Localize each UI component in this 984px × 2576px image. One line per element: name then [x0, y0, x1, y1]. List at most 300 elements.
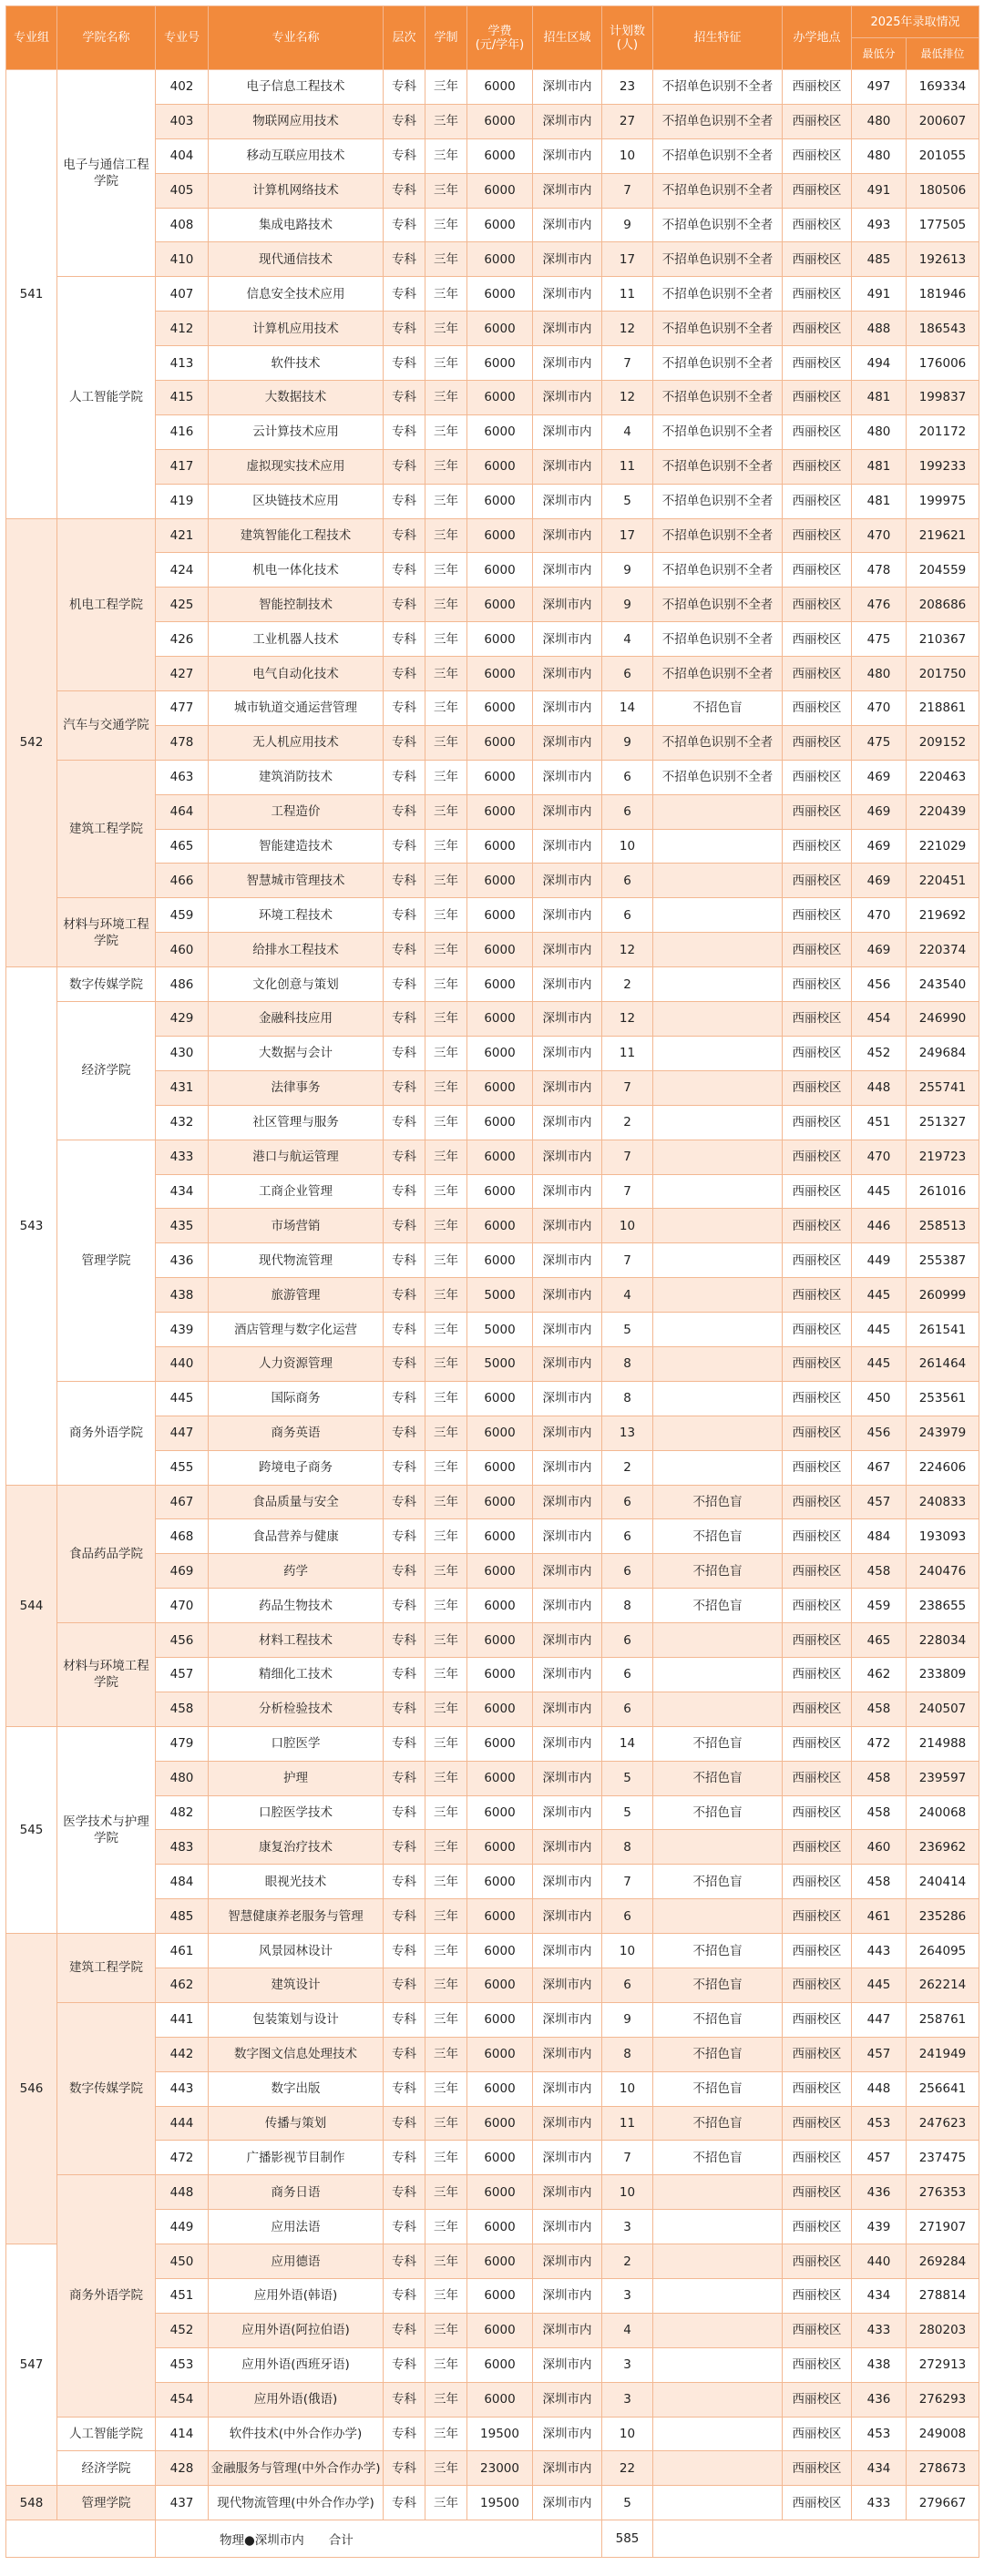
tuition-fee-cell: 6000 [467, 2071, 533, 2106]
plan-count-cell: 10 [602, 1209, 653, 1243]
college-name-cell: 数字传媒学院 [57, 967, 156, 1002]
admission-feature-cell [653, 2279, 783, 2314]
min-rank-cell: 235286 [907, 1899, 979, 1934]
region-cell: 深圳市内 [533, 588, 602, 622]
min-rank-cell: 258761 [907, 2002, 979, 2037]
min-rank-cell: 237475 [907, 2141, 979, 2175]
major-code-cell: 482 [156, 1795, 209, 1830]
college-name-cell: 数字传媒学院 [57, 2002, 156, 2174]
tuition-fee-cell: 6000 [467, 760, 533, 794]
campus-cell: 西丽校区 [783, 2071, 852, 2106]
campus-cell: 西丽校区 [783, 1070, 852, 1105]
tuition-fee-cell: 6000 [467, 1070, 533, 1105]
min-score-cell: 456 [852, 967, 907, 1002]
college-name-cell: 电子与通信工程学院 [57, 70, 156, 277]
region-cell: 深圳市内 [533, 1623, 602, 1658]
major-code-cell: 478 [156, 725, 209, 760]
plan-count-cell: 5 [602, 1761, 653, 1795]
major-name-cell: 工商企业管理 [209, 1174, 384, 1209]
admission-feature-cell [653, 1243, 783, 1278]
level-cell: 专科 [384, 70, 425, 105]
region-cell: 深圳市内 [533, 1243, 602, 1278]
plan-count-cell: 7 [602, 1865, 653, 1899]
admission-feature-cell [653, 1313, 783, 1347]
tuition-fee-cell: 6000 [467, 553, 533, 588]
major-code-cell: 421 [156, 518, 209, 553]
admission-feature-cell [653, 1140, 783, 1174]
region-cell: 深圳市内 [533, 553, 602, 588]
major-name-cell: 现代物流管理(中外合作办学) [209, 2486, 384, 2520]
campus-cell: 西丽校区 [783, 242, 852, 277]
years-cell: 三年 [425, 1519, 467, 1554]
min-rank-cell: 218861 [907, 691, 979, 726]
tuition-fee-cell: 6000 [467, 657, 533, 691]
years-cell: 三年 [425, 2313, 467, 2347]
min-score-cell: 470 [852, 898, 907, 933]
min-score-cell: 445 [852, 1968, 907, 2002]
tuition-fee-cell: 6000 [467, 2244, 533, 2279]
admission-feature-cell: 不招单色识别不全者 [653, 381, 783, 415]
college-name-cell: 建筑工程学院 [57, 760, 156, 898]
years-cell: 三年 [425, 1692, 467, 1726]
table-row [6, 760, 979, 794]
table-row [6, 1623, 979, 1658]
admission-feature-cell: 不招单色识别不全者 [653, 104, 783, 138]
admission-feature-cell [653, 1036, 783, 1070]
plan-count-cell: 6 [602, 1692, 653, 1726]
level-cell: 专科 [384, 553, 425, 588]
admission-feature-cell: 不招色盲 [653, 1795, 783, 1830]
years-cell: 三年 [425, 1657, 467, 1692]
min-score-cell: 439 [852, 2210, 907, 2244]
major-code-cell: 465 [156, 829, 209, 864]
level-cell: 专科 [384, 2417, 425, 2451]
min-score-cell: 481 [852, 484, 907, 518]
header-region: 招生区域 [533, 6, 602, 70]
min-score-cell: 470 [852, 518, 907, 553]
years-cell: 三年 [425, 622, 467, 657]
region-cell: 深圳市内 [533, 1346, 602, 1381]
campus-cell: 西丽校区 [783, 1313, 852, 1347]
major-code-cell: 485 [156, 1899, 209, 1934]
years-cell: 三年 [425, 1209, 467, 1243]
major-code-cell: 413 [156, 346, 209, 381]
tuition-fee-cell: 6000 [467, 1381, 533, 1416]
years-cell: 三年 [425, 898, 467, 933]
min-rank-cell: 200607 [907, 104, 979, 138]
min-rank-cell: 280203 [907, 2313, 979, 2347]
years-cell: 三年 [425, 1968, 467, 2002]
major-name-cell: 国际商务 [209, 1381, 384, 1416]
college-name-cell: 经济学院 [57, 1002, 156, 1140]
plan-count-cell: 8 [602, 1346, 653, 1381]
major-code-cell: 464 [156, 794, 209, 829]
level-cell: 专科 [384, 449, 425, 484]
min-rank-cell: 243979 [907, 1416, 979, 1450]
admission-feature-cell [653, 967, 783, 1002]
campus-cell: 西丽校区 [783, 2244, 852, 2279]
plan-count-cell: 8 [602, 1589, 653, 1623]
tuition-fee-cell: 6000 [467, 173, 533, 208]
min-rank-cell: 279667 [907, 2486, 979, 2520]
tuition-fee-cell: 6000 [467, 484, 533, 518]
region-cell: 深圳市内 [533, 760, 602, 794]
campus-cell: 西丽校区 [783, 1450, 852, 1485]
admission-feature-cell: 不招色盲 [653, 1968, 783, 2002]
plan-count-cell: 11 [602, 277, 653, 312]
major-code-cell: 437 [156, 2486, 209, 2520]
plan-count-cell: 7 [602, 2141, 653, 2175]
min-rank-cell: 199233 [907, 449, 979, 484]
major-name-cell: 虚拟现实技术应用 [209, 449, 384, 484]
admission-feature-cell: 不招色盲 [653, 2106, 783, 2141]
region-cell: 深圳市内 [533, 1416, 602, 1450]
college-name-cell: 材料与环境工程学院 [57, 898, 156, 967]
min-score-cell: 469 [852, 933, 907, 967]
admission-feature-cell [653, 829, 783, 864]
min-score-cell: 436 [852, 2382, 907, 2417]
level-cell: 专科 [384, 2486, 425, 2520]
level-cell: 专科 [384, 2382, 425, 2417]
region-cell: 深圳市内 [533, 794, 602, 829]
min-rank-cell: 260999 [907, 1278, 979, 1313]
major-code-cell: 404 [156, 138, 209, 173]
years-cell: 三年 [425, 1934, 467, 1968]
college-name-cell: 材料与环境工程学院 [57, 1623, 156, 1727]
admission-feature-cell: 不招单色识别不全者 [653, 70, 783, 105]
major-name-cell: 药学 [209, 1554, 384, 1589]
region-cell: 深圳市内 [533, 2175, 602, 2210]
min-rank-cell: 199837 [907, 381, 979, 415]
plan-count-cell: 6 [602, 864, 653, 898]
min-score-cell: 458 [852, 1554, 907, 1589]
admission-feature-cell [653, 1381, 783, 1416]
college-name-cell: 食品药品学院 [57, 1485, 156, 1623]
years-cell: 三年 [425, 1589, 467, 1623]
min-score-cell: 480 [852, 657, 907, 691]
major-name-cell: 金融服务与管理(中外合作办学) [209, 2451, 384, 2486]
min-rank-cell: 201055 [907, 138, 979, 173]
years-cell: 三年 [425, 657, 467, 691]
major-code-cell: 452 [156, 2313, 209, 2347]
years-cell: 三年 [425, 2347, 467, 2382]
campus-cell: 西丽校区 [783, 2313, 852, 2347]
major-code-cell: 430 [156, 1036, 209, 1070]
min-rank-cell: 243540 [907, 967, 979, 1002]
admission-feature-cell: 不招色盲 [653, 1934, 783, 1968]
years-cell: 三年 [425, 760, 467, 794]
level-cell: 专科 [384, 484, 425, 518]
region-cell: 深圳市内 [533, 277, 602, 312]
min-score-cell: 469 [852, 760, 907, 794]
tuition-fee-cell: 6000 [467, 1761, 533, 1795]
min-score-cell: 469 [852, 794, 907, 829]
min-score-cell: 497 [852, 70, 907, 105]
table-row [6, 2417, 979, 2451]
major-name-cell: 口腔医学技术 [209, 1795, 384, 1830]
min-score-cell: 457 [852, 2037, 907, 2071]
campus-cell: 西丽校区 [783, 794, 852, 829]
level-cell: 专科 [384, 2451, 425, 2486]
tuition-fee-cell: 6000 [467, 1830, 533, 1865]
min-rank-cell: 256641 [907, 2071, 979, 2106]
level-cell: 专科 [384, 1416, 425, 1450]
level-cell: 专科 [384, 242, 425, 277]
major-name-cell: 酒店管理与数字化运营 [209, 1313, 384, 1347]
years-cell: 三年 [425, 381, 467, 415]
region-cell: 深圳市内 [533, 1002, 602, 1037]
major-name-cell: 城市轨道交通运营管理 [209, 691, 384, 726]
plan-count-cell: 8 [602, 1381, 653, 1416]
region-cell: 深圳市内 [533, 2002, 602, 2037]
years-cell: 三年 [425, 2002, 467, 2037]
footer-label: 物理●深圳市内 合计 [156, 2520, 602, 2558]
level-cell: 专科 [384, 2347, 425, 2382]
level-cell: 专科 [384, 1105, 425, 1140]
level-cell: 专科 [384, 518, 425, 553]
major-name-cell: 环境工程技术 [209, 898, 384, 933]
years-cell: 三年 [425, 2417, 467, 2451]
level-cell: 专科 [384, 1381, 425, 1416]
years-cell: 三年 [425, 312, 467, 346]
campus-cell: 西丽校区 [783, 588, 852, 622]
admission-feature-cell [653, 1416, 783, 1450]
campus-cell: 西丽校区 [783, 2417, 852, 2451]
header-admission: 2025年录取情况 [852, 6, 979, 38]
plan-count-cell: 9 [602, 725, 653, 760]
tuition-fee-cell: 6000 [467, 1692, 533, 1726]
region-cell: 深圳市内 [533, 1105, 602, 1140]
college-name-cell: 管理学院 [57, 2486, 156, 2520]
admission-feature-cell: 不招色盲 [653, 1485, 783, 1519]
admission-feature-cell: 不招单色识别不全者 [653, 725, 783, 760]
table-row [6, 898, 979, 933]
table-row [6, 1726, 979, 1761]
tuition-fee-cell: 6000 [467, 898, 533, 933]
min-score-cell: 458 [852, 1865, 907, 1899]
campus-cell: 西丽校区 [783, 2002, 852, 2037]
years-cell: 三年 [425, 173, 467, 208]
campus-cell: 西丽校区 [783, 208, 852, 242]
min-rank-cell: 220463 [907, 760, 979, 794]
header-level: 层次 [384, 6, 425, 70]
min-rank-cell: 204559 [907, 553, 979, 588]
years-cell: 三年 [425, 1002, 467, 1037]
region-cell: 深圳市内 [533, 933, 602, 967]
campus-cell: 西丽校区 [783, 2486, 852, 2520]
major-code-cell: 433 [156, 1140, 209, 1174]
major-code-cell: 468 [156, 1519, 209, 1554]
level-cell: 专科 [384, 760, 425, 794]
years-cell: 三年 [425, 691, 467, 726]
major-code-cell: 462 [156, 1968, 209, 2002]
major-name-cell: 区块链技术应用 [209, 484, 384, 518]
plan-count-cell: 9 [602, 2002, 653, 2037]
plan-count-cell: 6 [602, 1623, 653, 1658]
min-score-cell: 470 [852, 691, 907, 726]
admission-feature-cell [653, 1899, 783, 1934]
admission-feature-cell: 不招单色识别不全者 [653, 242, 783, 277]
region-cell: 深圳市内 [533, 1554, 602, 1589]
level-cell: 专科 [384, 208, 425, 242]
group-code-cell: 543 [6, 967, 57, 1485]
level-cell: 专科 [384, 2037, 425, 2071]
plan-count-cell: 7 [602, 1140, 653, 1174]
plan-count-cell: 6 [602, 1554, 653, 1589]
tuition-fee-cell: 6000 [467, 967, 533, 1002]
region-cell: 深圳市内 [533, 2451, 602, 2486]
region-cell: 深圳市内 [533, 1795, 602, 1830]
level-cell: 专科 [384, 2106, 425, 2141]
plan-count-cell: 4 [602, 1278, 653, 1313]
major-name-cell: 港口与航运管理 [209, 1140, 384, 1174]
region-cell: 深圳市内 [533, 1830, 602, 1865]
major-name-cell: 数字出版 [209, 2071, 384, 2106]
major-code-cell: 447 [156, 1416, 209, 1450]
campus-cell: 西丽校区 [783, 173, 852, 208]
major-name-cell: 大数据与会计 [209, 1036, 384, 1070]
plan-count-cell: 8 [602, 2037, 653, 2071]
admission-feature-cell: 不招色盲 [653, 1865, 783, 1899]
campus-cell: 西丽校区 [783, 2210, 852, 2244]
plan-count-cell: 7 [602, 1243, 653, 1278]
admission-feature-cell: 不招色盲 [653, 2037, 783, 2071]
plan-count-cell: 8 [602, 1830, 653, 1865]
min-score-cell: 469 [852, 864, 907, 898]
campus-cell: 西丽校区 [783, 1934, 852, 1968]
min-score-cell: 436 [852, 2175, 907, 2210]
years-cell: 三年 [425, 1450, 467, 1485]
years-cell: 三年 [425, 2175, 467, 2210]
tuition-fee-cell: 6000 [467, 346, 533, 381]
major-name-cell: 大数据技术 [209, 381, 384, 415]
major-code-cell: 412 [156, 312, 209, 346]
region-cell: 深圳市内 [533, 1070, 602, 1105]
tuition-fee-cell: 6000 [467, 1519, 533, 1554]
admission-feature-cell: 不招单色识别不全者 [653, 518, 783, 553]
min-score-cell: 488 [852, 312, 907, 346]
major-code-cell: 441 [156, 2002, 209, 2037]
tuition-fee-cell: 6000 [467, 242, 533, 277]
min-score-cell: 443 [852, 1934, 907, 1968]
table-row [6, 1934, 979, 1968]
admission-feature-cell: 不招单色识别不全者 [653, 449, 783, 484]
region-cell: 深圳市内 [533, 1278, 602, 1313]
admission-plan-table [5, 5, 979, 2558]
level-cell: 专科 [384, 1657, 425, 1692]
min-score-cell: 480 [852, 414, 907, 449]
min-rank-cell: 193093 [907, 1519, 979, 1554]
major-name-cell: 法律事务 [209, 1070, 384, 1105]
major-code-cell: 453 [156, 2347, 209, 2382]
min-rank-cell: 261016 [907, 1174, 979, 1209]
years-cell: 三年 [425, 2210, 467, 2244]
major-code-cell: 444 [156, 2106, 209, 2141]
admission-feature-cell: 不招色盲 [653, 2141, 783, 2175]
min-score-cell: 458 [852, 1795, 907, 1830]
major-code-cell: 479 [156, 1726, 209, 1761]
level-cell: 专科 [384, 312, 425, 346]
campus-cell: 西丽校区 [783, 2141, 852, 2175]
major-code-cell: 424 [156, 553, 209, 588]
admission-feature-cell [653, 2244, 783, 2279]
min-rank-cell: 240476 [907, 1554, 979, 1589]
plan-count-cell: 12 [602, 312, 653, 346]
level-cell: 专科 [384, 1243, 425, 1278]
min-rank-cell: 177505 [907, 208, 979, 242]
level-cell: 专科 [384, 346, 425, 381]
region-cell: 深圳市内 [533, 622, 602, 657]
min-rank-cell: 176006 [907, 346, 979, 381]
major-name-cell: 广播影视节目制作 [209, 2141, 384, 2175]
tuition-fee-cell: 6000 [467, 1450, 533, 1485]
level-cell: 专科 [384, 1346, 425, 1381]
years-cell: 三年 [425, 1485, 467, 1519]
table-footer [6, 2520, 979, 2558]
campus-cell: 西丽校区 [783, 1036, 852, 1070]
admission-feature-cell: 不招单色识别不全者 [653, 484, 783, 518]
years-cell: 三年 [425, 1830, 467, 1865]
years-cell: 三年 [425, 1381, 467, 1416]
campus-cell: 西丽校区 [783, 104, 852, 138]
tuition-fee-cell: 6000 [467, 1623, 533, 1658]
min-score-cell: 457 [852, 2141, 907, 2175]
level-cell: 专科 [384, 2210, 425, 2244]
tuition-fee-cell: 19500 [467, 2417, 533, 2451]
level-cell: 专科 [384, 691, 425, 726]
plan-count-cell: 3 [602, 2210, 653, 2244]
level-cell: 专科 [384, 588, 425, 622]
plan-count-cell: 2 [602, 1105, 653, 1140]
header-group: 专业组 [6, 6, 57, 70]
major-code-cell: 417 [156, 449, 209, 484]
plan-count-cell: 5 [602, 1313, 653, 1347]
major-code-cell: 431 [156, 1070, 209, 1105]
level-cell: 专科 [384, 138, 425, 173]
level-cell: 专科 [384, 1692, 425, 1726]
major-name-cell: 护理 [209, 1761, 384, 1795]
admission-feature-cell: 不招色盲 [653, 691, 783, 726]
plan-count-cell: 7 [602, 173, 653, 208]
min-score-cell: 451 [852, 1105, 907, 1140]
admission-feature-cell [653, 1105, 783, 1140]
level-cell: 专科 [384, 2002, 425, 2037]
major-name-cell: 应用外语(阿拉伯语) [209, 2313, 384, 2347]
campus-cell: 西丽校区 [783, 1830, 852, 1865]
campus-cell: 西丽校区 [783, 2279, 852, 2314]
min-rank-cell: 169334 [907, 70, 979, 105]
years-cell: 三年 [425, 449, 467, 484]
min-score-cell: 484 [852, 1519, 907, 1554]
min-rank-cell: 186543 [907, 312, 979, 346]
min-score-cell: 434 [852, 2451, 907, 2486]
major-code-cell: 434 [156, 1174, 209, 1209]
table-row [6, 2451, 979, 2486]
region-cell: 深圳市内 [533, 2210, 602, 2244]
min-score-cell: 485 [852, 242, 907, 277]
years-cell: 三年 [425, 1795, 467, 1830]
major-name-cell: 包装策划与设计 [209, 2002, 384, 2037]
campus-cell: 西丽校区 [783, 725, 852, 760]
years-cell: 三年 [425, 1554, 467, 1589]
admission-feature-cell: 不招单色识别不全者 [653, 622, 783, 657]
campus-cell: 西丽校区 [783, 277, 852, 312]
major-code-cell: 436 [156, 1243, 209, 1278]
campus-cell: 西丽校区 [783, 933, 852, 967]
years-cell: 三年 [425, 70, 467, 105]
major-name-cell: 工程造价 [209, 794, 384, 829]
header-min-score: 最低分 [852, 38, 907, 70]
